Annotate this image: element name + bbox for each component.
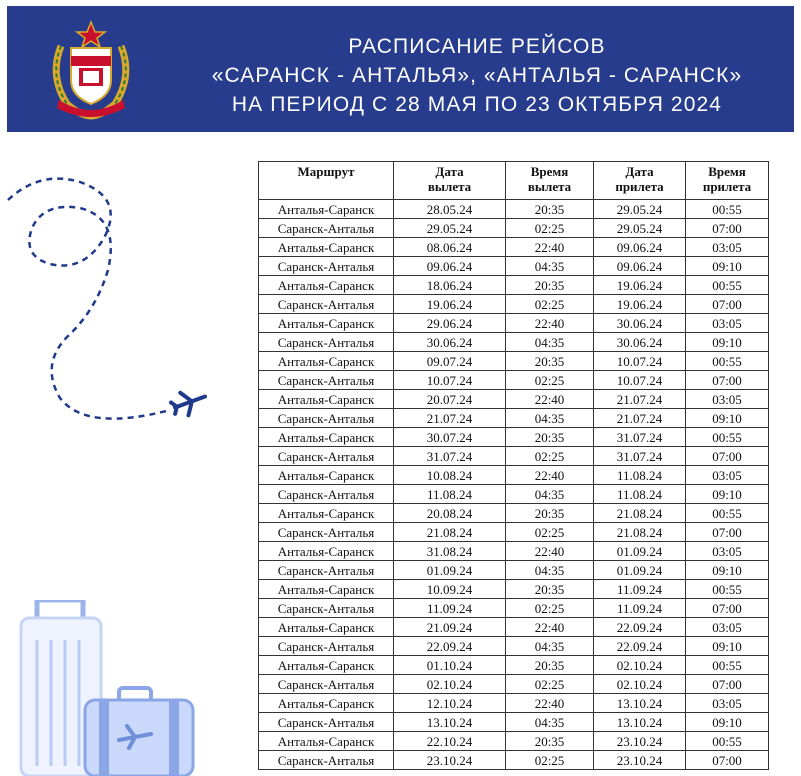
arrival-date-cell: 01.09.24 — [594, 561, 686, 580]
route-cell: Саранск-Анталья — [259, 523, 394, 542]
route-cell: Саранск-Анталья — [259, 409, 394, 428]
arrival-time-cell: 09:10 — [686, 485, 769, 504]
arrival-time-cell: 00:55 — [686, 656, 769, 675]
arrival-time-cell: 03:05 — [686, 390, 769, 409]
departure-date-cell: 10.09.24 — [394, 580, 506, 599]
table-row — [259, 618, 769, 637]
arrival-date-cell: 11.09.24 — [594, 599, 686, 618]
departure-date-cell: 21.08.24 — [394, 523, 506, 542]
departure-time-cell: 02:25 — [506, 599, 594, 618]
route-cell: Анталья-Саранск — [259, 428, 394, 447]
route-cell: Анталья-Саранск — [259, 580, 394, 599]
table-row — [259, 561, 769, 580]
arrival-date-cell: 10.07.24 — [594, 371, 686, 390]
departure-time-cell: 04:35 — [506, 257, 594, 276]
arrival-date-cell: 29.05.24 — [594, 200, 686, 219]
arrival-date-cell: 21.08.24 — [594, 504, 686, 523]
arrival-date-cell: 09.06.24 — [594, 257, 686, 276]
arrival-date-cell: 19.06.24 — [594, 276, 686, 295]
route-cell: Анталья-Саранск — [259, 732, 394, 751]
arrival-time-cell: 07:00 — [686, 599, 769, 618]
route-cell: Саранск-Анталья — [259, 751, 394, 770]
departure-date-cell: 11.09.24 — [394, 599, 506, 618]
header-route: Маршрут — [259, 162, 394, 200]
route-cell: Анталья-Саранск — [259, 656, 394, 675]
arrival-date-cell: 22.09.24 — [594, 637, 686, 656]
route-cell: Анталья-Саранск — [259, 542, 394, 561]
departure-time-cell: 20:35 — [506, 504, 594, 523]
departure-date-cell: 30.07.24 — [394, 428, 506, 447]
departure-time-cell: 02:25 — [506, 751, 594, 770]
suitcases-icon — [15, 600, 205, 776]
arrival-time-cell: 09:10 — [686, 257, 769, 276]
arrival-date-cell: 21.07.24 — [594, 409, 686, 428]
departure-time-cell: 02:25 — [506, 523, 594, 542]
departure-time-cell: 04:35 — [506, 637, 594, 656]
arrival-time-cell: 03:05 — [686, 314, 769, 333]
header-banner — [7, 6, 794, 132]
route-cell: Саранск-Анталья — [259, 371, 394, 390]
arrival-date-cell: 21.07.24 — [594, 390, 686, 409]
table-row — [259, 219, 769, 238]
arrival-date-cell: 01.09.24 — [594, 542, 686, 561]
departure-time-cell: 04:35 — [506, 561, 594, 580]
departure-time-cell: 22:40 — [506, 618, 594, 637]
table-row — [259, 314, 769, 333]
departure-time-cell: 22:40 — [506, 238, 594, 257]
route-cell: Саранск-Анталья — [259, 599, 394, 618]
departure-time-cell: 02:25 — [506, 675, 594, 694]
departure-time-cell: 04:35 — [506, 713, 594, 732]
route-cell: Анталья-Саранск — [259, 238, 394, 257]
header-departure-time: Время вылета — [506, 162, 594, 200]
departure-date-cell: 11.08.24 — [394, 485, 506, 504]
table-row — [259, 599, 769, 618]
departure-time-cell: 02:25 — [506, 447, 594, 466]
route-cell: Саранск-Анталья — [259, 485, 394, 504]
departure-date-cell: 28.05.24 — [394, 200, 506, 219]
schedule-title — [157, 32, 797, 119]
departure-date-cell: 21.07.24 — [394, 409, 506, 428]
table-row — [259, 713, 769, 732]
departure-time-cell: 20:35 — [506, 276, 594, 295]
route-cell: Саранск-Анталья — [259, 561, 394, 580]
arrival-time-cell: 00:55 — [686, 732, 769, 751]
departure-date-cell: 10.08.24 — [394, 466, 506, 485]
departure-time-cell: 02:25 — [506, 371, 594, 390]
route-cell: Анталья-Саранск — [259, 618, 394, 637]
departure-date-cell: 29.06.24 — [394, 314, 506, 333]
arrival-date-cell: 13.10.24 — [594, 713, 686, 732]
route-cell: Саранск-Анталья — [259, 447, 394, 466]
departure-time-cell: 22:40 — [506, 390, 594, 409]
arrival-time-cell: 09:10 — [686, 637, 769, 656]
departure-date-cell: 19.06.24 — [394, 295, 506, 314]
departure-date-cell: 22.10.24 — [394, 732, 506, 751]
route-cell: Саранск-Анталья — [259, 219, 394, 238]
route-cell: Саранск-Анталья — [259, 333, 394, 352]
table-row — [259, 409, 769, 428]
departure-time-cell: 20:35 — [506, 580, 594, 599]
departure-time-cell: 20:35 — [506, 732, 594, 751]
arrival-time-cell: 03:05 — [686, 466, 769, 485]
arrival-time-cell: 00:55 — [686, 504, 769, 523]
table-row — [259, 580, 769, 599]
route-cell: Анталья-Саранск — [259, 276, 394, 295]
title-line-2: «САРАНСК - АНТАЛЬЯ», «АНТАЛЬЯ - САРАНСК» — [211, 64, 743, 87]
departure-date-cell: 08.06.24 — [394, 238, 506, 257]
route-cell: Анталья-Саранск — [259, 694, 394, 713]
airplane-icon — [169, 385, 209, 419]
table-row — [259, 504, 769, 523]
departure-time-cell: 04:35 — [506, 485, 594, 504]
departure-date-cell: 12.10.24 — [394, 694, 506, 713]
departure-date-cell: 31.08.24 — [394, 542, 506, 561]
departure-date-cell: 10.07.24 — [394, 371, 506, 390]
table-header-row — [259, 162, 769, 200]
route-cell: Саранск-Анталья — [259, 637, 394, 656]
header-departure-date: Дата вылета — [394, 162, 506, 200]
departure-date-cell: 22.09.24 — [394, 637, 506, 656]
departure-date-cell: 09.06.24 — [394, 257, 506, 276]
arrival-time-cell: 07:00 — [686, 523, 769, 542]
header-arrival-date: Дата прилета — [594, 162, 686, 200]
arrival-date-cell: 02.10.24 — [594, 675, 686, 694]
route-cell: Анталья-Саранск — [259, 390, 394, 409]
table-row — [259, 732, 769, 751]
arrival-date-cell: 11.09.24 — [594, 580, 686, 599]
table-row — [259, 751, 769, 770]
dashed-flight-path-icon — [0, 160, 230, 450]
table-row — [259, 656, 769, 675]
title-line-3: НА ПЕРИОД С 28 МАЯ ПО 23 ОКТЯБРЯ 2024 — [231, 93, 723, 116]
arrival-date-cell: 02.10.24 — [594, 656, 686, 675]
arrival-date-cell: 23.10.24 — [594, 751, 686, 770]
route-cell: Анталья-Саранск — [259, 200, 394, 219]
arrival-time-cell: 03:05 — [686, 238, 769, 257]
departure-date-cell: 20.07.24 — [394, 390, 506, 409]
departure-date-cell: 31.07.24 — [394, 447, 506, 466]
departure-time-cell: 20:35 — [506, 352, 594, 371]
arrival-time-cell: 03:05 — [686, 694, 769, 713]
table-row — [259, 523, 769, 542]
arrival-time-cell: 07:00 — [686, 219, 769, 238]
header-arrival-time: Время прилета — [686, 162, 769, 200]
arrival-time-cell: 07:00 — [686, 675, 769, 694]
arrival-time-cell: 09:10 — [686, 561, 769, 580]
route-cell: Анталья-Саранск — [259, 314, 394, 333]
departure-date-cell: 02.10.24 — [394, 675, 506, 694]
departure-time-cell: 20:35 — [506, 428, 594, 447]
table-row — [259, 447, 769, 466]
departure-time-cell: 20:35 — [506, 656, 594, 675]
departure-date-cell: 20.08.24 — [394, 504, 506, 523]
table-row — [259, 466, 769, 485]
arrival-date-cell: 31.07.24 — [594, 447, 686, 466]
departure-time-cell: 22:40 — [506, 542, 594, 561]
departure-date-cell: 21.09.24 — [394, 618, 506, 637]
departure-date-cell: 09.07.24 — [394, 352, 506, 371]
arrival-time-cell: 07:00 — [686, 371, 769, 390]
flight-schedule-table — [258, 161, 769, 770]
route-cell: Анталья-Саранск — [259, 352, 394, 371]
arrival-time-cell: 07:00 — [686, 447, 769, 466]
departure-time-cell: 04:35 — [506, 333, 594, 352]
arrival-date-cell: 29.05.24 — [594, 219, 686, 238]
route-cell: Анталья-Саранск — [259, 466, 394, 485]
table-row — [259, 542, 769, 561]
table-row — [259, 200, 769, 219]
table-row — [259, 238, 769, 257]
route-cell: Саранск-Анталья — [259, 713, 394, 732]
departure-date-cell: 18.06.24 — [394, 276, 506, 295]
table-row — [259, 485, 769, 504]
arrival-time-cell: 03:05 — [686, 618, 769, 637]
table-row — [259, 276, 769, 295]
table-row — [259, 295, 769, 314]
mordovia-coat-of-arms-icon — [45, 16, 137, 122]
route-cell: Саранск-Анталья — [259, 295, 394, 314]
departure-time-cell: 22:40 — [506, 466, 594, 485]
table-row — [259, 694, 769, 713]
arrival-time-cell: 07:00 — [686, 295, 769, 314]
arrival-date-cell: 09.06.24 — [594, 238, 686, 257]
arrival-date-cell: 22.09.24 — [594, 618, 686, 637]
departure-time-cell: 22:40 — [506, 314, 594, 333]
departure-time-cell: 04:35 — [506, 409, 594, 428]
arrival-time-cell: 00:55 — [686, 200, 769, 219]
departure-time-cell: 02:25 — [506, 295, 594, 314]
departure-date-cell: 29.05.24 — [394, 219, 506, 238]
arrival-time-cell: 00:55 — [686, 276, 769, 295]
title-line-1: РАСПИСАНИЕ РЕЙСОВ — [348, 35, 606, 58]
table-row — [259, 333, 769, 352]
departure-date-cell: 23.10.24 — [394, 751, 506, 770]
arrival-date-cell: 11.08.24 — [594, 485, 686, 504]
departure-time-cell: 02:25 — [506, 219, 594, 238]
arrival-date-cell: 23.10.24 — [594, 732, 686, 751]
table-row — [259, 352, 769, 371]
arrival-time-cell: 00:55 — [686, 352, 769, 371]
route-cell: Саранск-Анталья — [259, 257, 394, 276]
arrival-date-cell: 11.08.24 — [594, 466, 686, 485]
table-row — [259, 428, 769, 447]
arrival-date-cell: 31.07.24 — [594, 428, 686, 447]
departure-date-cell: 01.10.24 — [394, 656, 506, 675]
arrival-date-cell: 10.07.24 — [594, 352, 686, 371]
table-row — [259, 675, 769, 694]
arrival-date-cell: 19.06.24 — [594, 295, 686, 314]
arrival-date-cell: 21.08.24 — [594, 523, 686, 542]
route-cell: Анталья-Саранск — [259, 504, 394, 523]
arrival-date-cell: 30.06.24 — [594, 333, 686, 352]
departure-time-cell: 22:40 — [506, 694, 594, 713]
departure-date-cell: 13.10.24 — [394, 713, 506, 732]
arrival-time-cell: 07:00 — [686, 751, 769, 770]
departure-date-cell: 01.09.24 — [394, 561, 506, 580]
arrival-time-cell: 00:55 — [686, 428, 769, 447]
arrival-time-cell: 09:10 — [686, 713, 769, 732]
table-row — [259, 257, 769, 276]
departure-date-cell: 30.06.24 — [394, 333, 506, 352]
route-cell: Саранск-Анталья — [259, 675, 394, 694]
departure-time-cell: 20:35 — [506, 200, 594, 219]
arrival-date-cell: 30.06.24 — [594, 314, 686, 333]
table-row — [259, 390, 769, 409]
table-row — [259, 637, 769, 656]
arrival-time-cell: 09:10 — [686, 409, 769, 428]
table-row — [259, 371, 769, 390]
arrival-time-cell: 00:55 — [686, 580, 769, 599]
arrival-time-cell: 09:10 — [686, 333, 769, 352]
arrival-time-cell: 03:05 — [686, 542, 769, 561]
arrival-date-cell: 13.10.24 — [594, 694, 686, 713]
